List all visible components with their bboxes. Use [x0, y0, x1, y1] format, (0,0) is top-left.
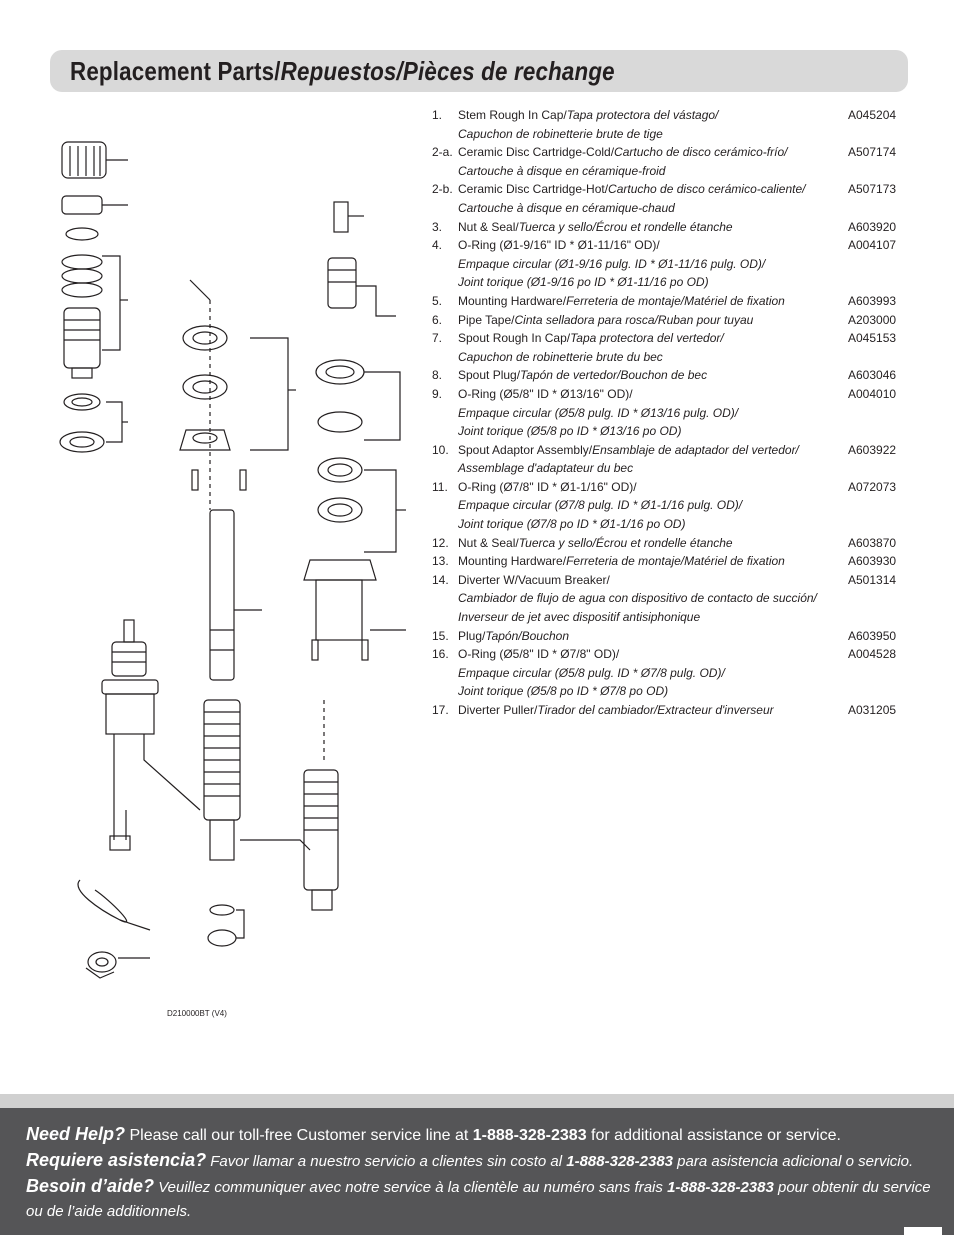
part-code: A603870: [848, 535, 897, 550]
page-corner-mark: [904, 1227, 942, 1235]
part-row: [432, 701, 904, 720]
part-name: Plug/: [458, 628, 486, 643]
spout-adaptor-assembly: [304, 560, 406, 660]
part-number: 6.: [432, 312, 443, 327]
help-after-en: for additional assistance or service.: [586, 1127, 841, 1144]
part-description: [458, 478, 840, 497]
part-row: [432, 441, 904, 460]
part-name-translation: Ensamblaje de adaptador del vertedor/: [592, 442, 799, 457]
help-lead-en: Need Help?: [26, 1124, 126, 1144]
part-name: Ceramic Disc Cartridge-Hot/: [458, 182, 609, 197]
part-subline: [432, 125, 904, 144]
part-description: [458, 218, 840, 237]
part-number: 1.: [432, 108, 443, 122]
part-subline: [432, 273, 904, 292]
part-number: 2-a.: [432, 145, 453, 160]
part-subline: [432, 422, 904, 441]
diagram-code: D210000BT (V4): [167, 1009, 227, 1018]
part-name-translation: Tuerca y sello/Écrou et rondelle étanche: [518, 535, 733, 550]
part-row: [432, 385, 904, 404]
part-name: Mounting Hardware/: [458, 554, 567, 569]
part-name: Spout Rough In Cap/: [458, 331, 571, 346]
part-description: [458, 311, 840, 330]
part-code: A603950: [848, 628, 897, 643]
part-number: 7.: [432, 331, 443, 346]
mounting-screws-center: [192, 470, 246, 490]
center-rings: [180, 280, 296, 510]
part-description: [458, 106, 840, 125]
part-translation-line: Capuchon de robinetterie brute de tige: [458, 126, 663, 141]
phone-number-es[interactable]: 1-888-328-2383: [566, 1153, 674, 1170]
part-row: [432, 627, 904, 646]
part-name: Nut & Seal/: [458, 219, 519, 234]
nut-and-seal-left: [62, 196, 128, 214]
part-name: Diverter Puller/: [458, 703, 538, 717]
part-row: [432, 106, 904, 125]
part-name-translation: Tapón/Bouchon: [485, 628, 569, 643]
part-row: [432, 143, 904, 162]
phone-number-en[interactable]: 1-888-328-2383: [472, 1127, 587, 1144]
part-description: [458, 441, 840, 460]
diverter-puller: [78, 880, 150, 930]
part-row: [432, 571, 904, 590]
part-subline: [432, 199, 904, 218]
part-subline: [432, 404, 904, 423]
part-description: [458, 366, 840, 385]
help-after-fr: pour obtenir du service ou de l’aide additionnels.: [26, 1179, 931, 1220]
right-stem-cap: [334, 202, 364, 232]
help-after-es: para asistencia adicional o servicio.: [673, 1153, 914, 1170]
part-translation-line: Joint torique (Ø5/8 po ID * Ø13/16 po OD): [458, 424, 682, 439]
part-row: [432, 534, 904, 553]
part-code: A603920: [848, 219, 897, 234]
seal-rings-left: [60, 394, 128, 452]
right-threaded-riser: [304, 700, 338, 910]
help-text-fr: Veuillez communiquer avec notre service à la clientèle au numéro sans frais: [154, 1179, 668, 1196]
part-translation-line: Joint torique (Ø1-9/16 po ID * Ø1-11/16 po OD): [458, 275, 709, 290]
part-translation-line: Empaque circular (Ø7/8 pulg. ID * Ø1-1/16 pulg. OD)/: [458, 498, 743, 513]
part-subline: [432, 589, 904, 608]
part-row: [432, 180, 904, 199]
part-description: [458, 143, 840, 162]
part-description: [458, 180, 840, 199]
part-name: O-Ring (Ø5/8" ID * Ø7/8" OD)/: [458, 647, 620, 662]
help-text-en: Please call our toll-free Customer service line at: [125, 1127, 473, 1144]
part-name-translation: Tapón de vertedor/Bouchon de bec: [520, 368, 708, 383]
part-row: [432, 366, 904, 385]
help-lead-es: Requiere asistencia?: [26, 1150, 207, 1170]
part-code: A004010: [848, 386, 897, 401]
part-description: [458, 385, 840, 404]
part-code: A603930: [848, 554, 897, 569]
part-number: 17.: [432, 703, 449, 717]
part-code: A501314: [848, 572, 897, 587]
part-code: A603046: [848, 368, 897, 383]
part-row: [432, 645, 904, 664]
part-number: 9.: [432, 386, 443, 401]
part-code: A045204: [848, 108, 897, 122]
right-cartridge: [328, 258, 396, 316]
part-number: 15.: [432, 628, 449, 643]
diverter-vacuum-breaker: [210, 510, 262, 680]
part-name: Spout Plug/: [458, 368, 521, 383]
pipe-tape: [86, 952, 150, 978]
part-number: 13.: [432, 554, 449, 569]
part-translation-line: Empaque circular (Ø1-9/16 pulg. ID * Ø1-11/16 pulg. OD)/: [458, 256, 766, 271]
part-description: [458, 329, 840, 348]
part-translation-line: Joint torique (Ø7/8 po ID * Ø1-1/16 po OD): [458, 517, 686, 532]
part-description: [458, 534, 840, 553]
part-description: [458, 236, 840, 255]
title-english: Replacement Parts/: [70, 56, 281, 86]
part-name: Stem Rough In Cap/: [458, 108, 567, 122]
part-name: Pipe Tape/: [458, 312, 515, 327]
o-ring-left: [66, 228, 98, 240]
part-code: A603993: [848, 293, 897, 308]
part-code: A203000: [848, 312, 897, 327]
help-footer: [0, 1094, 954, 1235]
part-row: [432, 478, 904, 497]
title-spanish-french: Repuestos/Pièces de rechange: [280, 56, 615, 86]
part-name: Ceramic Disc Cartridge-Cold/: [458, 145, 615, 160]
part-translation-line: Capuchon de robinetterie brute du bec: [458, 349, 663, 364]
plug-and-o-ring-bottom: [208, 905, 244, 946]
phone-number-fr[interactable]: 1-888-328-2383: [667, 1179, 774, 1196]
part-number: 10.: [432, 442, 449, 457]
part-row: [432, 329, 904, 348]
part-subline: [432, 459, 904, 478]
part-number: 2-b.: [432, 182, 453, 197]
part-number: 8.: [432, 368, 443, 383]
part-number: 12.: [432, 535, 449, 550]
part-code: A507173: [848, 182, 897, 197]
part-subline: [432, 255, 904, 274]
part-row: [432, 311, 904, 330]
part-name-translation: Ferreteria de montaje/Matériel de fixation: [566, 554, 785, 569]
right-nut-and-seal: [316, 360, 406, 552]
part-code: A045153: [848, 331, 897, 346]
part-code: A004528: [848, 647, 897, 662]
part-number: 4.: [432, 238, 443, 253]
part-description: [458, 627, 840, 646]
part-name: Mounting Hardware/: [458, 293, 567, 308]
part-name: O-Ring (Ø7/8" ID * Ø1-1/16" OD)/: [458, 479, 637, 494]
part-name: Nut & Seal/: [458, 535, 519, 550]
part-name-translation: Cartucho de disco cerámico-frío/: [614, 145, 788, 160]
part-subline: [432, 608, 904, 627]
stem-rough-in-cap: [62, 142, 128, 178]
title-bar: [50, 50, 908, 92]
part-translation-line: Empaque circular (Ø5/8 pulg. ID * Ø13/16 pulg. OD)/: [458, 405, 739, 420]
part-translation-line: Cartouche à disque en céramique-froid: [458, 163, 666, 178]
part-subline: [432, 496, 904, 515]
center-threaded-body: [204, 700, 310, 860]
part-subline: [432, 162, 904, 181]
help-text-es: Favor llamar a nuestro servicio a clientes sin costo al: [206, 1153, 567, 1170]
part-number: 3.: [432, 219, 443, 234]
part-code: A507174: [848, 145, 897, 160]
part-name-translation: Ferreteria de montaje/Matériel de fixation: [566, 293, 785, 308]
exploded-parts-diagram: [40, 120, 430, 1000]
part-name: O-Ring (Ø1-9/16" ID * Ø1-11/16" OD)/: [458, 238, 660, 253]
part-row: [432, 292, 904, 311]
part-translation-line: Joint torique (Ø5/8 po ID * Ø7/8 po OD): [458, 684, 669, 699]
part-name: Spout Adaptor Assembly/: [458, 442, 593, 457]
part-subline: [432, 682, 904, 701]
part-translation-line: Assemblage d'adaptateur du bec: [458, 461, 634, 476]
part-description: [458, 571, 840, 590]
part-subline: [432, 664, 904, 683]
part-name-translation: Tuerca y sello/Écrou et rondelle étanche: [518, 219, 733, 234]
part-translation-line: Cambiador de flujo de agua con dispositivo de contacto de succión/: [458, 591, 817, 606]
part-name-translation: Tapa protectora del vertedor/: [570, 331, 724, 346]
help-text: [26, 1122, 931, 1224]
part-description: [458, 701, 840, 720]
cartridge-left: [62, 255, 128, 378]
part-description: [458, 645, 840, 664]
part-description: [458, 552, 840, 571]
help-band: [0, 1094, 954, 1108]
part-number: 5.: [432, 293, 443, 308]
part-translation-line: Cartouche à disque en céramique-chaud: [458, 200, 675, 215]
part-code: A004107: [848, 238, 897, 253]
parts-list: [432, 106, 904, 720]
part-code: A031205: [848, 703, 897, 717]
part-row: [432, 218, 904, 237]
part-translation-line: Empaque circular (Ø5/8 pulg. ID * Ø7/8 pulg. OD)/: [458, 665, 725, 680]
part-description: [458, 292, 840, 311]
part-name: O-Ring (Ø5/8" ID * Ø13/16" OD)/: [458, 386, 633, 401]
part-number: 11.: [432, 479, 448, 494]
part-translation-line: Inverseur de jet avec dispositif antisiphonique: [458, 610, 701, 625]
part-name-translation: Cartucho de disco cerámico-caliente/: [608, 182, 806, 197]
part-subline: [432, 348, 904, 367]
left-valve-body: [102, 620, 200, 850]
part-number: 14.: [432, 572, 449, 587]
part-name-translation: Tirador del cambiador/Extracteur d'inverseur: [537, 703, 774, 717]
part-number: 16.: [432, 647, 449, 662]
part-code: A603922: [848, 442, 897, 457]
part-code: A072073: [848, 479, 897, 494]
help-lead-fr: Besoin d’aide?: [26, 1176, 155, 1196]
part-name-translation: Cinta selladora para rosca/Ruban pour tuyau: [514, 312, 754, 327]
part-name: Diverter W/Vacuum Breaker/: [458, 572, 610, 587]
page-title: [70, 56, 615, 87]
part-name-translation: Tapa protectora del vástago/: [566, 108, 719, 122]
part-subline: [432, 515, 904, 534]
part-row: [432, 236, 904, 255]
part-row: [432, 552, 904, 571]
